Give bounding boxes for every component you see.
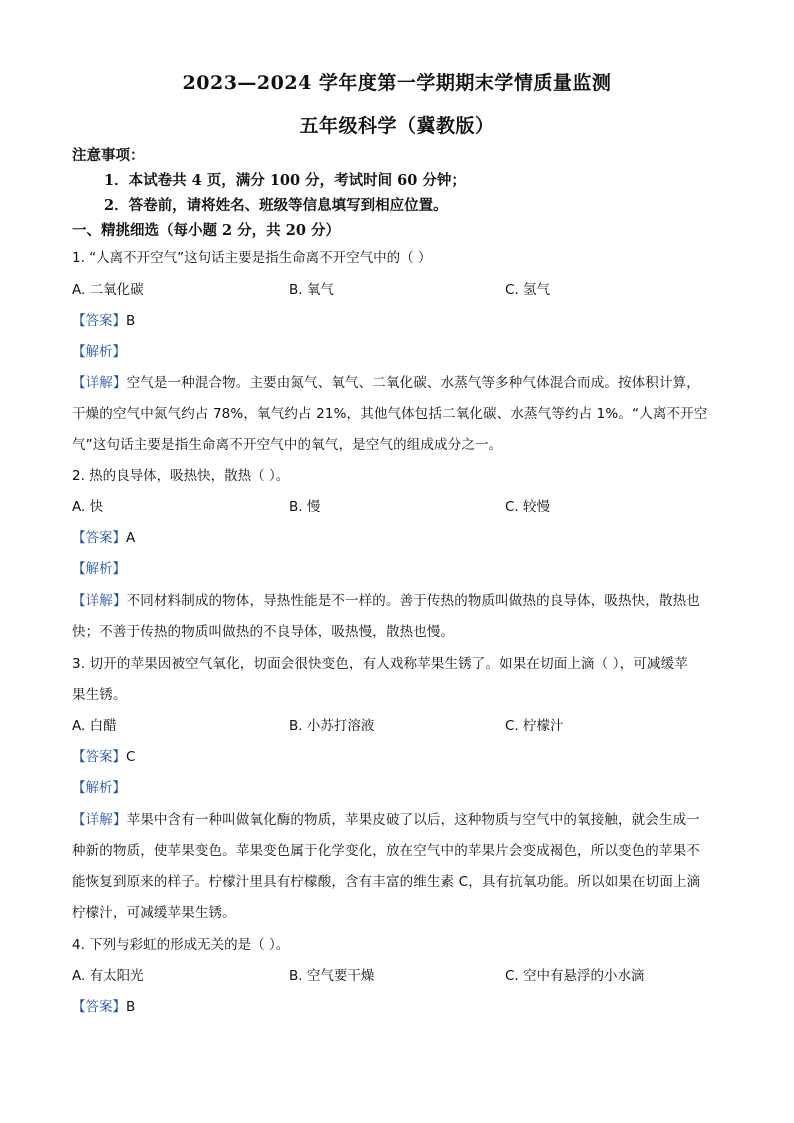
question-1-answer — [72, 311, 135, 331]
section-heading: 一、精挑细选（每小题 2 分，共 20 分） — [72, 222, 340, 239]
answer-label: 【答案】 — [72, 999, 126, 1015]
question-2-option-a: A. 快 — [72, 499, 104, 515]
notice-item-2: 2．答卷前，请将姓名、班级等信息填写到相应位置。 — [104, 197, 448, 214]
question-3-detail-line-4: 柠檬汁，可减缓苹果生锈。 — [72, 905, 236, 921]
question-1-option-a: A. 二氧化碳 — [72, 282, 144, 298]
answer-label: 【答案】 — [72, 313, 126, 329]
question-3-answer — [72, 747, 135, 767]
question-4-stem: 4. 下列与彩虹的形成无关的是（ ）。 — [72, 937, 290, 953]
question-1-detail-line-1 — [72, 373, 718, 393]
question-1-analysis-label — [72, 342, 126, 362]
question-2-option-c: C. 较慢 — [505, 499, 551, 515]
question-3-detail-line-3: 能恢复到原来的样子。柠檬汁里具有柠檬酸，含有丰富的维生素 C，具有抗氧功能。所以如果在切面上滴 — [72, 874, 701, 890]
answer-value: B — [126, 999, 136, 1015]
question-4-answer — [72, 997, 135, 1017]
question-3-stem-line-2: 果生锈。 — [72, 687, 127, 703]
question-4-option-a: A. 有太阳光 — [72, 968, 144, 984]
answer-label: 【答案】 — [72, 530, 126, 546]
question-1-option-b: B. 氧气 — [289, 282, 334, 298]
question-4-option-c: C. 空中有悬浮的小水滴 — [505, 968, 645, 984]
detail-label: 【详解】 — [72, 375, 127, 391]
analysis-label: 【解析】 — [72, 344, 126, 360]
question-1-detail-line-2: 干燥的空气中氮气约占 78%，氧气约占 21%，其他气体包括二氧化碳、水蒸气等约占 1%。“人离不开空 — [72, 406, 708, 422]
detail-label: 【详解】 — [72, 812, 127, 828]
question-2-analysis-label — [72, 559, 126, 579]
question-2-option-b: B. 慢 — [289, 499, 321, 515]
notice-heading: 注意事项： — [72, 147, 145, 164]
question-3-option-c: C. 柠檬汁 — [505, 718, 564, 734]
analysis-label: 【解析】 — [72, 561, 126, 577]
detail-text: 空气是一种混合物。主要由氮气、氧气、二氧化碳、水蒸气等多种气体混合而成。按体积计算， — [126, 375, 700, 391]
question-1-option-c: C. 氢气 — [505, 282, 551, 298]
answer-value: A — [126, 530, 136, 546]
question-3-analysis-label — [72, 778, 126, 798]
analysis-label: 【解析】 — [72, 780, 126, 796]
question-3-option-a: A. 白醋 — [72, 718, 117, 734]
answer-value: B — [126, 313, 136, 329]
detail-text: 不同材料制成的物体，导热性能是不一样的。善于传热的物质叫做热的良导体，吸热快，散热也 — [126, 593, 700, 609]
answer-value: C — [126, 749, 136, 765]
exam-subtitle: 五年级科学（冀教版） — [299, 115, 495, 137]
detail-label: 【详解】 — [72, 593, 127, 609]
exam-title: 2023—2024 学年度第一学期期末学情质量监测 — [182, 72, 612, 94]
detail-text: 苹果中含有一种叫做氧化酶的物质，苹果皮破了以后，这种物质与空气中的氧接触，就会生成一 — [126, 812, 700, 828]
question-1-stem: 1. “人离不开空气”这句话主要是指生命离不开空气中的（ ） — [72, 250, 432, 266]
question-2-answer — [72, 528, 135, 548]
question-2-detail-line-1 — [72, 591, 718, 611]
question-1-detail-line-3: 气”这句话主要是指生命离不开空气中的氧气，是空气的组成成分之一。 — [72, 437, 503, 453]
answer-label: 【答案】 — [72, 749, 126, 765]
question-3-option-b: B. 小苏打溶液 — [289, 718, 375, 734]
question-4-option-b: B. 空气要干燥 — [289, 968, 375, 984]
question-3-stem-line-1: 3. 切开的苹果因被空气氧化，切面会很快变色，有人戏称苹果生锈了。如果在切面上滴（ ），可减缓苹 — [72, 656, 688, 672]
question-2-stem: 2. 热的良导体，吸热快，散热（ ）。 — [72, 468, 290, 484]
question-3-detail-line-2: 种新的物质，使苹果变色。苹果变色属于化学变化，放在空气中的苹果片会变成褐色，所以变色的苹果不 — [72, 843, 700, 859]
question-3-detail-line-1 — [72, 810, 718, 830]
notice-item-1: 1．本试卷共 4 页，满分 100 分，考试时间 60 分钟； — [104, 172, 466, 189]
question-2-detail-line-2: 快；不善于传热的物质叫做热的不良导体，吸热慢，散热也慢。 — [72, 624, 455, 640]
